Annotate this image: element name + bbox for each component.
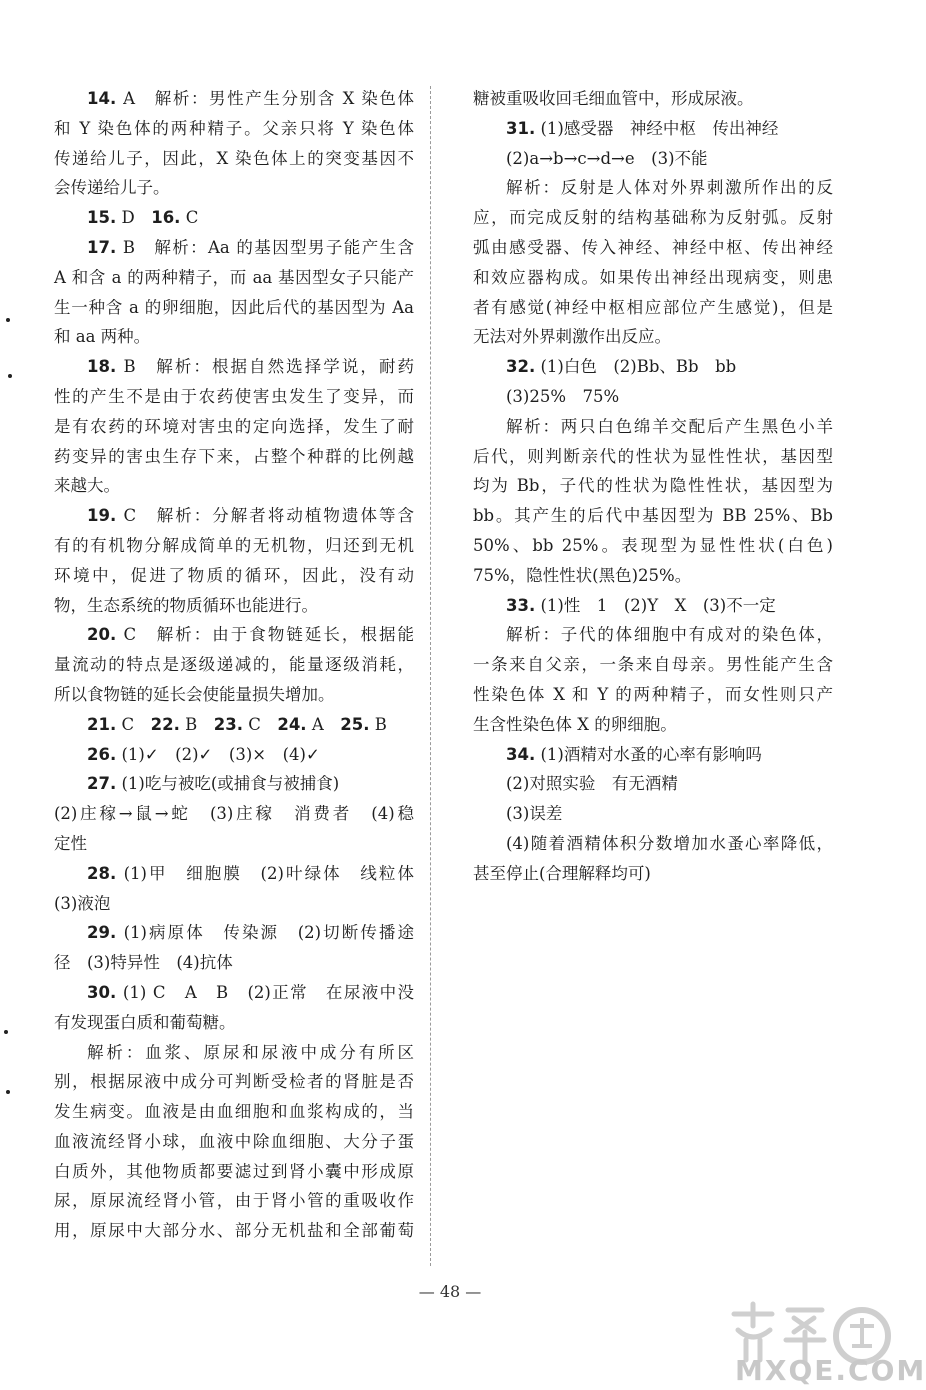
question-number: 23. xyxy=(213,714,243,734)
scan-speck xyxy=(4,1030,8,1034)
answer-20-line xyxy=(54,620,414,650)
text-line: A 和含 a 的两种精子，而 aa 基因型女子只能产 xyxy=(54,267,414,287)
text-line: 传递给儿子，因此，X 染色体上的突变基因不 xyxy=(54,148,414,168)
answer-32-line xyxy=(473,352,833,382)
text-line: 血液流经肾小球，血液中除血细胞、大分子蛋 xyxy=(54,1131,414,1151)
text-line: (3)误差 xyxy=(506,804,563,824)
text-line: 甚至停止(合理解释均可) xyxy=(473,863,651,883)
text-line: 有的有机物分解成简单的无机物，归还到无机 xyxy=(54,535,414,555)
text-line: 别，根据尿液中成分可判断受检者的肾脏是否 xyxy=(54,1072,414,1092)
question-number: 28. xyxy=(87,863,117,883)
answer-text: (1)病原体 传染源 (2)切断传播途 xyxy=(123,923,415,943)
question-number: 27. xyxy=(87,774,117,794)
text-line: 径 (3)特异性 (4)抗体 xyxy=(54,953,233,973)
text-line: 弧由感受器、传入神经、神经中枢、传出神经 xyxy=(473,237,833,257)
question-number: 21. xyxy=(87,714,117,734)
question-number: 29. xyxy=(87,923,117,943)
answer-34-line xyxy=(473,740,833,770)
text-line: 无法对外界刺激作出反应。 xyxy=(473,327,671,347)
question-number: 16. xyxy=(151,208,181,228)
answer-18-line xyxy=(54,352,414,382)
watermark-text: MXQE.COM xyxy=(735,1354,926,1387)
answer-text: C xyxy=(121,714,151,734)
text-line: 量流动的特点是逐级递减的，能量逐级消耗， xyxy=(54,655,414,675)
answer-text: (1)酒精对水蚤的心率有影响吗 xyxy=(540,744,762,764)
answer-text: B 解析：根据自然选择学说，耐药 xyxy=(123,357,414,377)
question-number: 31. xyxy=(506,118,536,138)
text-line: 者有感觉(神经中枢相应部位产生感觉)，但是 xyxy=(473,297,833,317)
text-line: 白质外，其他物质都要滤过到肾小囊中形成原 xyxy=(54,1161,414,1181)
text-line: 尿，原尿流经肾小管，由于肾小管的重吸收作 xyxy=(54,1191,414,1211)
text-line: 用，原尿中大部分水、部分无机盐和全部葡萄 xyxy=(54,1221,414,1241)
question-number: 18. xyxy=(87,357,117,377)
scan-speck xyxy=(6,1090,10,1094)
page-number: — 48 — xyxy=(418,1282,482,1301)
text-line: 和效应器构成。如果传出神经出现病变，则患 xyxy=(473,267,833,287)
text-line: (2)庄稼→鼠→蛇 (3)庄稼 消费者 (4)稳 xyxy=(54,804,414,824)
text-line: 生一种含 a 的卵细胞，因此后代的基因型为 Aa xyxy=(54,297,414,317)
answer-text: (1)性 1 (2)Y X (3)不一定 xyxy=(540,595,776,615)
question-number: 24. xyxy=(277,714,307,734)
answer-text: B 解析：Aa 的基因型男子能产生含 xyxy=(122,237,415,257)
text-line: 应，而完成反射的结构基础称为反射弧。反射 xyxy=(473,208,833,228)
answer-text: (1)白色 (2)Bb、Bb bb xyxy=(540,357,737,377)
analysis-line: 解析：子代的体细胞中有成对的染色体， xyxy=(506,625,833,645)
text-line: 是有农药的环境对害虫的定向选择，发生了耐 xyxy=(54,416,414,436)
text-line: 药变异的害虫生存下来，占整个种群的比例越 xyxy=(54,446,414,466)
answer-text: (1)✓ (2)✓ (3)× (4)✓ xyxy=(121,744,320,764)
answer-text: A 解析：男性产生分别含 X 染色体 xyxy=(123,89,414,108)
analysis-line: 解析：血浆、原尿和尿液中成分有所区 xyxy=(87,1042,414,1062)
text-line: (4)随着酒精体积分数增加水蚤心率降低， xyxy=(506,833,833,853)
answer-text: B xyxy=(374,714,387,734)
answer-text: C 解析：由于食物链延长，根据能 xyxy=(123,625,415,645)
answer-30-line xyxy=(54,978,414,1008)
text-line: (2)a→b→c→d→e (3)不能 xyxy=(506,148,708,168)
question-number: 15. xyxy=(87,208,117,228)
answer-33-line xyxy=(473,591,833,621)
column-divider xyxy=(430,86,431,1266)
text-line: 一条来自父亲，一条来自母亲。男性能产生含 xyxy=(473,655,833,675)
answer-text: (1)感受器 神经中枢 传出神经 xyxy=(540,118,779,138)
answer-15-16-line xyxy=(54,203,414,233)
question-number: 17. xyxy=(87,237,117,257)
answer-text: (1) C A B (2)正常 在尿液中没 xyxy=(122,982,415,1002)
answer-29-line xyxy=(54,918,414,948)
answer-text: (1)吃与被吃(或捕食与被捕食) xyxy=(121,774,340,794)
answer-19-line xyxy=(54,501,414,531)
text-line: 后代，则判断亲代的性状为显性性状，基因型 xyxy=(473,446,833,466)
text-line: (2)对照实验 有无酒精 xyxy=(506,774,678,794)
answer-27-line xyxy=(54,769,414,799)
text-line: bb。其产生的后代中基因型为 BB 25%、Bb xyxy=(473,506,833,526)
text-line: 均为 Bb，子代的性状为隐性性状，基因型为 xyxy=(473,476,833,496)
text-line: (3)液泡 xyxy=(54,893,111,913)
question-number: 32. xyxy=(506,357,536,377)
answer-14-line xyxy=(54,84,414,114)
text-line: 和 aa 两种。 xyxy=(54,327,151,347)
text-line: 物，生态系统的物质循环也能进行。 xyxy=(54,595,318,615)
text-line: 定性 xyxy=(54,833,87,853)
scan-speck xyxy=(6,318,10,322)
right-column xyxy=(473,84,833,889)
answer-text: C xyxy=(185,208,199,228)
answer-text: C 解析：分解者将动植物遗体等含 xyxy=(123,506,415,526)
answer-31-line xyxy=(473,114,833,144)
scan-speck xyxy=(8,374,12,378)
answer-17-line xyxy=(54,233,414,263)
analysis-line: 解析：两只白色绵羊交配后产生黑色小羊 xyxy=(506,416,833,436)
text-line: 性的产生不是由于农药使害虫发生了变异，而 xyxy=(54,386,414,406)
answer-text: (1)甲 细胞膜 (2)叶绿体 线粒体 xyxy=(123,863,415,883)
text-line: 糖被重吸收回毛细血管中，形成尿液。 xyxy=(473,89,754,108)
answer-text: D xyxy=(121,208,152,228)
question-number: 25. xyxy=(340,714,370,734)
answer-21-25-line xyxy=(54,710,414,740)
question-number: 26. xyxy=(87,744,117,764)
question-number: 20. xyxy=(87,625,117,645)
text-line: 有发现蛋白质和葡萄糖。 xyxy=(54,1012,236,1032)
answer-text: C xyxy=(248,714,278,734)
question-number: 33. xyxy=(506,595,536,615)
text-line: 会传递给儿子。 xyxy=(54,178,170,198)
text-line: 所以食物链的延长会使能量损失增加。 xyxy=(54,684,335,704)
text-line: 生含性染色体 X 的卵细胞。 xyxy=(473,714,677,734)
answer-28-line xyxy=(54,859,414,889)
text-line: 50%、bb 25%。表现型为显性性状(白色) xyxy=(473,535,833,555)
question-number: 14. xyxy=(87,89,117,108)
analysis-line: 解析：反射是人体对外界刺激所作出的反 xyxy=(506,178,833,198)
text-line: 和 Y 染色体的两种精子。父亲只将 Y 染色体 xyxy=(54,118,414,138)
text-line: 发生病变。血液是由血细胞和血浆构成的，当 xyxy=(54,1102,414,1122)
text-line: 环境中，促进了物质的循环，因此，没有动 xyxy=(54,565,414,585)
question-number: 34. xyxy=(506,744,536,764)
question-number: 30. xyxy=(87,982,117,1002)
text-line: (3)25% 75% xyxy=(506,386,620,406)
text-line: 来越大。 xyxy=(54,476,120,496)
left-column xyxy=(54,84,414,1246)
answer-26-line xyxy=(54,740,414,770)
question-number: 22. xyxy=(150,714,180,734)
text-line: 75%，隐性性状(黑色)25%。 xyxy=(473,565,692,585)
answer-text: A xyxy=(311,714,341,734)
question-number: 19. xyxy=(87,506,117,526)
text-line: 性染色体 X 和 Y 的两种精子，而女性则只产 xyxy=(473,684,833,704)
answer-text: B xyxy=(185,714,214,734)
